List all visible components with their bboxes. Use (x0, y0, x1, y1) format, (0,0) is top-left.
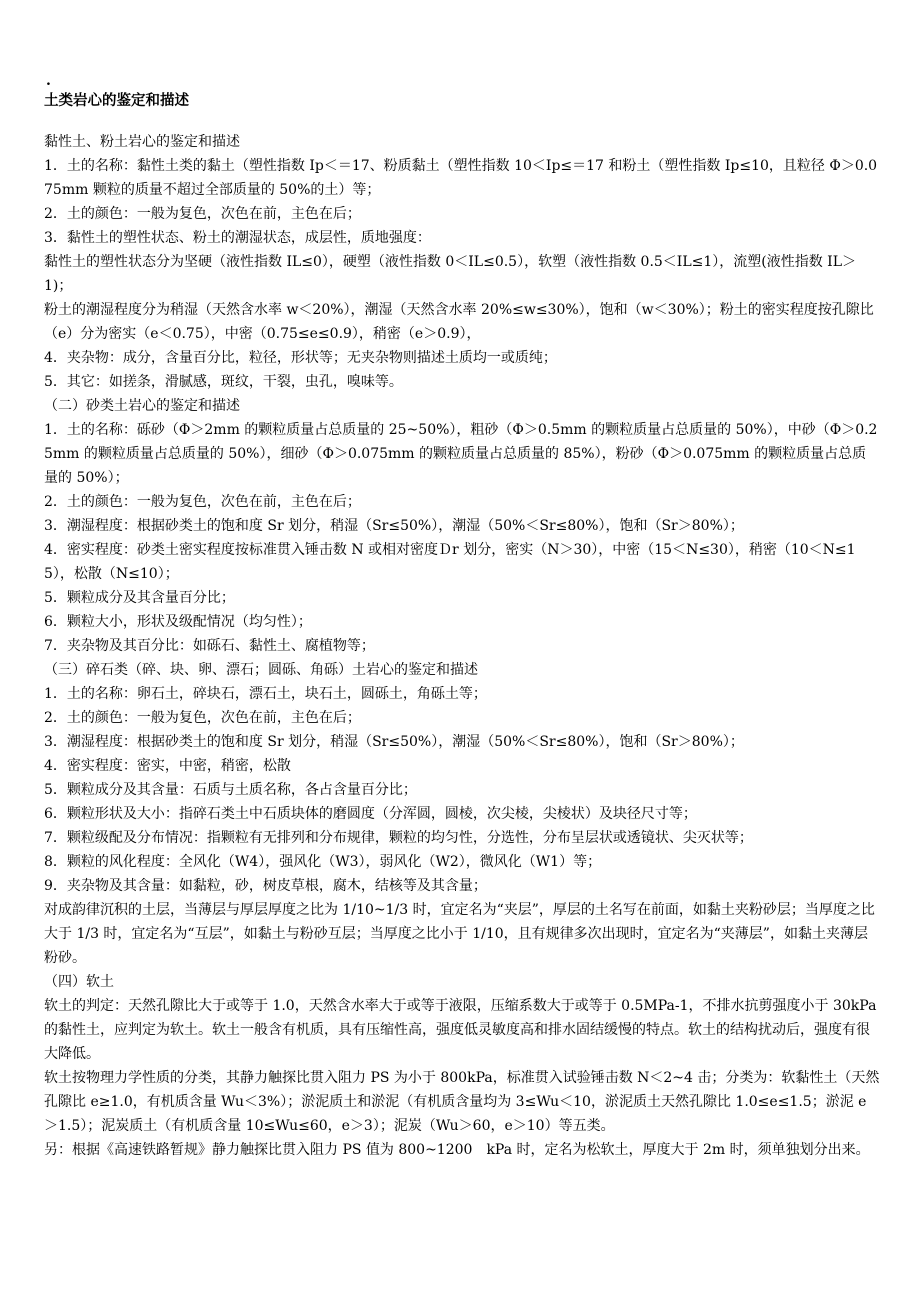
paragraph: 4．密实程度：密实，中密，稍密，松散 (44, 758, 291, 774)
paragraph: 黏性土、粉土岩心的鉴定和描述 (44, 134, 240, 150)
paragraph: 黏性土的塑性状态分为坚硬（液性指数 IL≤0），硬塑（液性指数 0＜IL≤0.5），软塑（液性指数 0.5＜IL≤1），流塑(液性指数 IL＞1)； (44, 254, 857, 294)
paragraph: 6．颗粒形状及大小：指碎石类土中石质块体的磨圆度（分浑圆，圆棱，次尖棱，尖棱状）及块径尺寸等； (44, 806, 697, 822)
paragraph: 5．颗粒成分及其含量百分比； (44, 590, 235, 606)
paragraph: 4．夹杂物：成分，含量百分比，粒径，形状等；无夹杂物则描述土质均一或质纯； (44, 350, 557, 366)
paragraph: 2．土的颜色：一般为复色，次色在前，主色在后； (44, 206, 361, 222)
paragraph: 5．其它：如搓条，滑腻感，斑纹，干裂，虫孔，嗅味等。 (44, 374, 403, 390)
paragraph: 另：根据《高速铁路暂规》静力触探比贯入阻力 PS 值为 800~1200 kPa 时，定名为松软土，厚度大于 2m 时，须单独划分出来。 (44, 1142, 870, 1158)
paragraph: 5．颗粒成分及其含量：石质与土质名称，各占含量百分比； (44, 782, 417, 798)
paragraph: 8．颗粒的风化程度：全风化（W4），强风化（W3），弱风化（W2），微风化（W1）等； (44, 854, 602, 870)
paragraph: 9．夹杂物及其含量：如黏粒，砂，树皮草根，腐木，结核等及其含量； (44, 878, 487, 894)
paragraph: 软土按物理力学性质的分类，其静力触探比贯入阻力 PS 为小于 800kPa，标准贯入试验锤击数 N＜2~4 击；分类为：软黏性土（天然孔隙比 e≥1.0，有机质含量 Wu＜3%）；淤泥质土和淤泥（有机质含量均为 3≤Wu＜10，淤泥质土天然孔隙比 1.0≤e≤1.5；淤泥 e＞1.5）；泥炭质土（有机质含量 10≤Wu≤60，e＞3）；泥炭（Wu＞60，e＞10）等五类。 (44, 1070, 880, 1134)
paragraph: 1．土的名称：黏性土类的黏土（塑性指数 Ip＜＝17、粉质黏土（塑性指数 10＜Ip≤＝17 和粉土（塑性指数 Ip≤10，且粒径 Φ＞0.075mm 颗粒的质量不超过全部质量的 50%的土）等； (44, 158, 878, 198)
paragraph-list (44, 130, 880, 1162)
document-title: 土类岩心的鉴定和描述 (44, 92, 189, 109)
paragraph: 1．土的名称：卵石土，碎块石，漂石土，块石土，圆砾土，角砾土等； (44, 686, 487, 702)
paragraph: 7．颗粒级配及分布情况：指颗粒有无排列和分布规律，颗粒的均匀性，分选性，分布呈层状或透镜状、尖灭状等； (44, 830, 753, 846)
paragraph: 粉土的潮湿程度分为稍湿（天然含水率 w＜20%），潮湿（天然含水率 20%≤w≤30%），饱和（w＜30%）；粉土的密实程度按孔隙比（e）分为密实（e＜0.75），中密（0.75≤e≤0.9），稍密（e＞0.9）， (44, 302, 874, 342)
paragraph: 1．土的名称：砾砂（Φ＞2mm 的颗粒质量占总质量的 25~50%），粗砂（Φ＞0.5mm 的颗粒质量占总质量的 50%），中砂（Φ＞0.25mm 的颗粒质量占总质量的 50%），细砂（Φ＞0.075mm 的颗粒质量占总质量的 85%），粉砂（Φ＞0.075mm 的颗粒质量占总质量的 50%）； (44, 422, 878, 486)
paragraph: 2．土的颜色：一般为复色，次色在前，主色在后； (44, 494, 361, 510)
paragraph: 3．黏性土的塑性状态、粉土的潮湿状态，成层性，质地强度： (44, 230, 431, 246)
paragraph: （四）软土 (44, 974, 114, 990)
paragraph: 对成韵律沉积的土层，当薄层与厚层厚度之比为 1/10~1/3 时，宜定名为“夹层”，厚层的土名写在前面，如黏土夹粉砂层；当厚度之比大于 1/3 时，宜定名为“互层”，如黏土与粉砂互层；当厚度之比小于 1/10，且有规律多次出现时，宜定名为“夹薄层”，如黏土夹薄层粉砂。 (44, 902, 875, 966)
paragraph: 2．土的颜色：一般为复色，次色在前，主色在后； (44, 710, 361, 726)
leading-dot: . (46, 73, 51, 89)
paragraph: 3．潮湿程度：根据砂类土的饱和度 Sr 划分，稍湿（Sr≤50%），潮湿（50%＜Sr≤80%），饱和（Sr＞80%）； (44, 518, 744, 534)
paragraph: 6．颗粒大小，形状及级配情况（均匀性）； (44, 614, 312, 630)
paragraph: 软土的判定：天然孔隙比大于或等于 1.0，天然含水率大于或等于液限，压缩系数大于或等于 0.5MPa-1，不排水抗剪强度小于 30kPa 的黏性土，应判定为软土。软土一般含有机质，具有压缩性高，强度低灵敏度高和排水固结缓慢的特点。软土的结构扰动后，强度有很大降低。 (44, 998, 877, 1062)
paragraph: 7．夹杂物及其百分比：如砾石、黏性土、腐植物等； (44, 638, 375, 654)
paragraph: 3．潮湿程度：根据砂类土的饱和度 Sr 划分，稍湿（Sr≤50%），潮湿（50%＜Sr≤80%），饱和（Sr＞80%）； (44, 734, 744, 750)
paragraph: （三）碎石类（碎、块、卵、漂石；圆砾、角砾）土岩心的鉴定和描述 (44, 662, 478, 678)
paragraph: （二）砂类土岩心的鉴定和描述 (44, 398, 240, 414)
paragraph: 4．密实程度：砂类土密实程度按标准贯入锤击数 N 或相对密度Ｄr 划分，密实（N＞30），中密（15＜N≤30），稍密（10＜N≤15），松散（N≤10）； (44, 542, 856, 582)
document-body (44, 73, 880, 1162)
